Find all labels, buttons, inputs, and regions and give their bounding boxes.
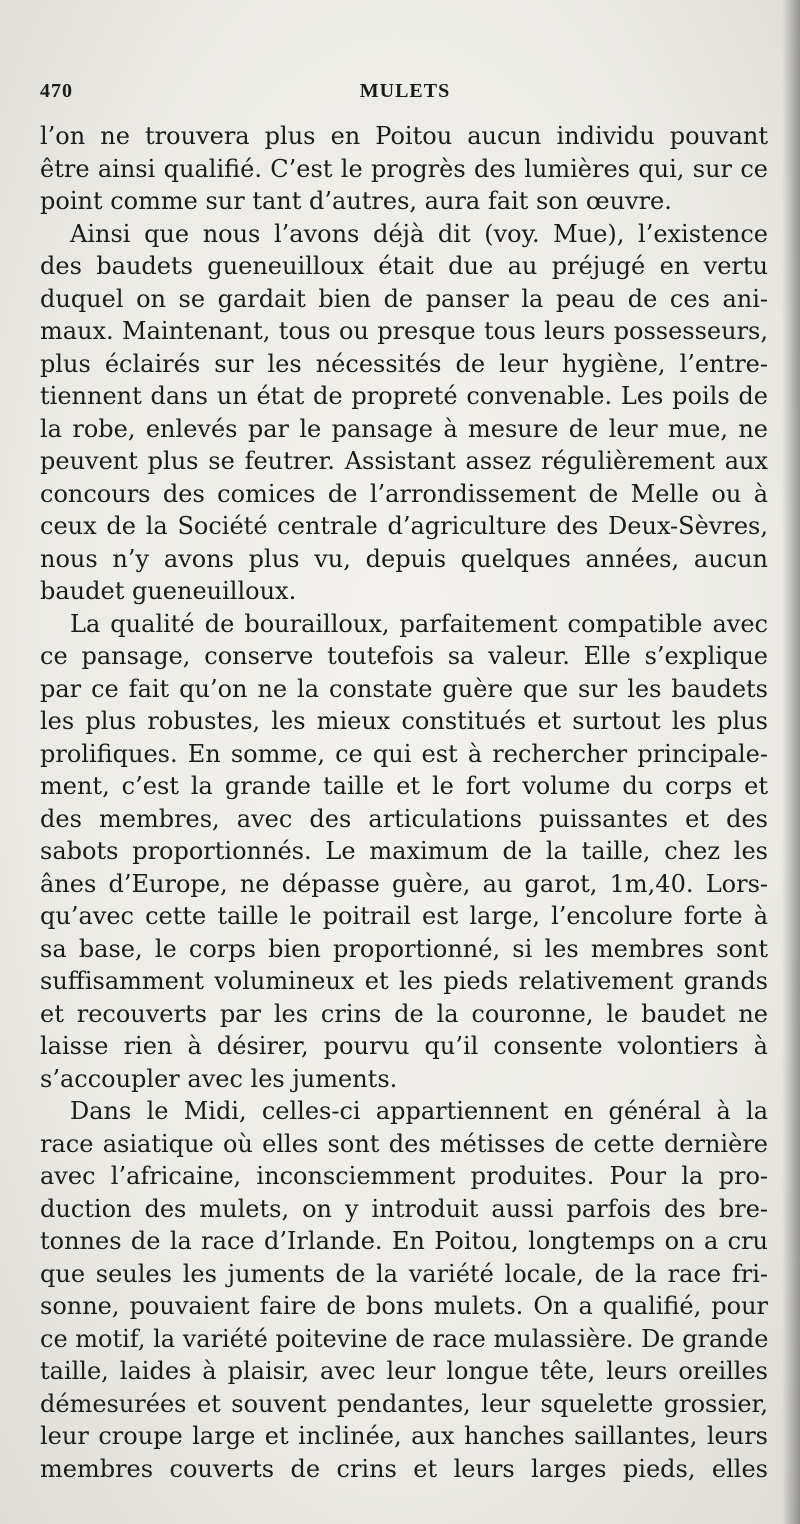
text-line: la robe, enlevés par le pansage à mesure de leur mue, ne bbox=[40, 414, 768, 443]
text-line: laisse rien à désirer, pourvu qu’il consente volontiers à bbox=[40, 1032, 768, 1060]
text-line: Ainsi que nous l’avons déjà dit (voy. Mue), l’existence bbox=[70, 219, 768, 248]
text-line: sabots proportionnés. Le maximum de la taille, chez les bbox=[40, 837, 768, 865]
text-line: maux. Maintenant, tous ou presque tous leurs possesseurs, bbox=[40, 317, 768, 345]
text-line: ce motif, la variété poitevine de race mulassière. De grande bbox=[40, 1324, 769, 1353]
text-line: race asiatique où elles sont des métisses de cette dernière bbox=[40, 1129, 768, 1158]
text-line: plus éclairés sur les nécessités de leur hygiène, l’entre- bbox=[40, 349, 768, 378]
text-line: duquel on se gardait bien de panser la peau de ces ani- bbox=[40, 284, 768, 313]
text-line: duction des mulets, on y introduit aussi parfois des bre- bbox=[40, 1194, 768, 1223]
text-line: avec l’africaine, inconsciemment produites. Pour la pro- bbox=[40, 1162, 768, 1190]
page-number: 470 bbox=[40, 80, 73, 102]
body-text bbox=[40, 120, 768, 1485]
text-line: nous n’y avons plus vu, depuis quelques années, aucun bbox=[40, 544, 768, 573]
text-line: sa base, le corps bien proportionné, si les membres sont bbox=[40, 934, 768, 963]
text-line: suffisamment volumineux et les pieds relativement grands bbox=[40, 967, 768, 995]
text-line: baudet gueneuilloux. bbox=[40, 577, 297, 605]
text-line: La qualité de bourailloux, parfaitement compatible avec bbox=[70, 609, 768, 638]
text-line: membres couverts de crins et leurs larges pieds, elles bbox=[40, 1454, 768, 1483]
text-line: peuvent plus se feutrer. Assistant assez régulièrement aux bbox=[40, 447, 768, 475]
text-line: concours des comices de l’arrondissement de Melle ou à bbox=[40, 479, 768, 508]
text-line: les plus robustes, les mieux constitués et surtout les plus bbox=[40, 707, 768, 735]
text-line: par ce fait qu’on ne la constate guère que sur les baudets bbox=[40, 674, 768, 703]
text-line: démesurées et souvent pendantes, leur squelette grossier, bbox=[40, 1389, 768, 1418]
text-line: leur croupe large et inclinée, aux hanches saillantes, leurs bbox=[40, 1422, 768, 1450]
text-line: tiennent dans un état de propreté convenable. Les poils de bbox=[40, 382, 768, 410]
text-line: point comme sur tant d’autres, aura fait son œuvre. bbox=[40, 187, 672, 215]
text-line: ceux de la Société centrale d’agriculture des Deux-Sèvres, bbox=[40, 512, 768, 540]
text-line: taille, laides à plaisir, avec leur longue tête, leurs oreilles bbox=[40, 1357, 768, 1385]
text-line: des baudets gueneuilloux était due au préjugé en vertu bbox=[40, 252, 768, 280]
text-line: qu’avec cette taille le poitrail est large, l’encolure forte à bbox=[40, 902, 768, 930]
text-line: des membres, avec des articulations puissantes et des bbox=[40, 804, 768, 833]
running-header bbox=[40, 80, 770, 110]
text-line: ce pansage, conserve toutefois sa valeur. Elle s’explique bbox=[40, 642, 768, 670]
text-line: tonnes de la race d’Irlande. En Poitou, longtemps on a cru bbox=[40, 1227, 768, 1255]
text-line: que seules les juments de la variété locale, de la race fri- bbox=[40, 1259, 768, 1288]
text-line: ment, c’est la grande taille et le fort volume du corps et bbox=[40, 772, 768, 800]
running-title: MULETS bbox=[359, 80, 451, 102]
text-line: et recouverts par les crins de la couronne, le baudet ne bbox=[40, 999, 768, 1028]
text-line: sonne, pouvaient faire de bons mulets. On a qualifié, pour bbox=[40, 1292, 768, 1320]
text-line: Dans le Midi, celles-ci appartiennent en général à la bbox=[70, 1097, 768, 1125]
text-line: ânes d’Europe, ne dépasse guère, au garot, 1m,40. Lors- bbox=[40, 869, 768, 898]
text-line: prolifiques. En somme, ce qui est à rechercher principale- bbox=[40, 739, 768, 768]
text-line: s’accoupler avec les juments. bbox=[40, 1064, 398, 1093]
text-line: l’on ne trouvera plus en Poitou aucun individu pouvant bbox=[40, 122, 768, 150]
page-edge-shadow bbox=[782, 0, 800, 1524]
text-line: être ainsi qualifié. C’est le progrès des lumières qui, sur ce bbox=[40, 154, 768, 183]
